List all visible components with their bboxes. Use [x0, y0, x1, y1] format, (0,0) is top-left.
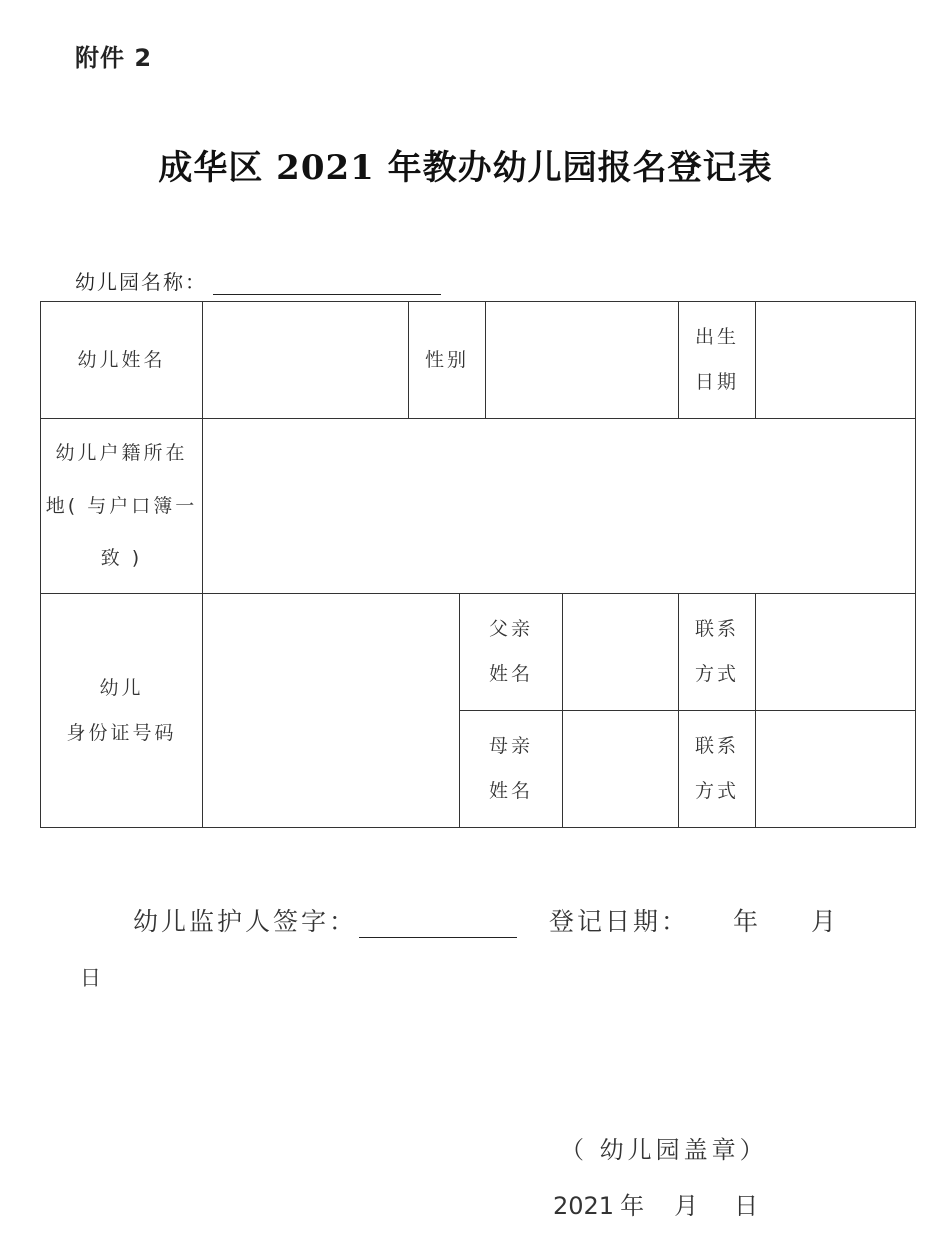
guardian-signature-label: 幼儿监护人签字： — [133, 907, 358, 936]
mother-contact-label-line1: 联系 — [695, 735, 740, 758]
stamp-year-value: 2021 — [553, 1192, 615, 1220]
register-year-label: 年 — [733, 907, 762, 936]
child-name-label: 幼儿姓名 — [77, 348, 166, 371]
registration-table — [40, 301, 916, 828]
gender-label: 性别 — [425, 348, 470, 371]
mother-contact-field[interactable] — [756, 711, 916, 828]
gender-label-cell — [409, 302, 486, 419]
row-father — [41, 594, 916, 711]
father-name-label-cell — [460, 594, 563, 711]
mother-name-label-line2: 姓名 — [489, 780, 534, 802]
gender-field[interactable] — [486, 302, 679, 419]
birth-date-label-line2: 日期 — [695, 371, 740, 393]
mother-name-label-line1: 母亲 — [489, 735, 534, 758]
register-date-label: 登记日期： — [549, 907, 690, 936]
mother-name-field[interactable] — [563, 711, 679, 828]
id-number-label-cell — [41, 594, 203, 828]
kindergarten-name-field[interactable] — [213, 268, 441, 295]
child-name-label-cell — [41, 302, 203, 419]
kindergarten-name-row — [75, 266, 441, 295]
father-contact-label-line1: 联系 — [695, 618, 740, 641]
row-hukou — [41, 419, 916, 594]
father-contact-field[interactable] — [756, 594, 916, 711]
stamp-year-label: 年 — [620, 1192, 645, 1220]
birth-date-label-cell — [679, 302, 756, 419]
signature-row — [133, 902, 839, 938]
id-number-label-line1: 幼儿 — [99, 676, 144, 699]
father-name-label-line1: 父亲 — [489, 618, 534, 641]
stamp-day-label: 日 — [734, 1192, 759, 1220]
birth-date-label-line1: 出生 — [695, 326, 740, 349]
stamp-date — [553, 1186, 758, 1221]
row-child-basic — [41, 302, 916, 419]
father-name-label-line2: 姓名 — [489, 663, 534, 685]
kindergarten-name-label: 幼儿园名称： — [75, 270, 207, 294]
hukou-label-line1: 幼儿户籍所在 — [55, 441, 188, 464]
father-contact-label-line2: 方式 — [695, 663, 740, 685]
kindergarten-stamp-label: （ 幼儿园盖章） — [560, 1136, 768, 1164]
register-day-label: 日 — [80, 966, 101, 990]
id-number-label-line2: 身份证号码 — [66, 721, 177, 744]
id-number-field[interactable] — [203, 594, 460, 828]
mother-contact-label-cell — [679, 711, 756, 828]
mother-name-label-cell — [460, 711, 563, 828]
child-name-field[interactable] — [203, 302, 409, 419]
hukou-label-cell — [41, 419, 203, 594]
hukou-label-line2: 地( 与户口簿一 — [45, 494, 198, 517]
attachment-label: 附件 2 — [75, 44, 153, 72]
guardian-signature-field[interactable] — [359, 907, 517, 938]
form-title: 成华区 2021 年教办幼儿园报名登记表 — [158, 148, 773, 188]
hukou-field[interactable] — [203, 419, 916, 594]
register-month-label: 月 — [811, 907, 840, 936]
birth-date-field[interactable] — [756, 302, 916, 419]
father-contact-label-cell — [679, 594, 756, 711]
mother-contact-label-line2: 方式 — [695, 780, 740, 802]
father-name-field[interactable] — [563, 594, 679, 711]
hukou-label-line3: 致 ) — [100, 547, 143, 570]
stamp-month-label: 月 — [674, 1192, 699, 1220]
